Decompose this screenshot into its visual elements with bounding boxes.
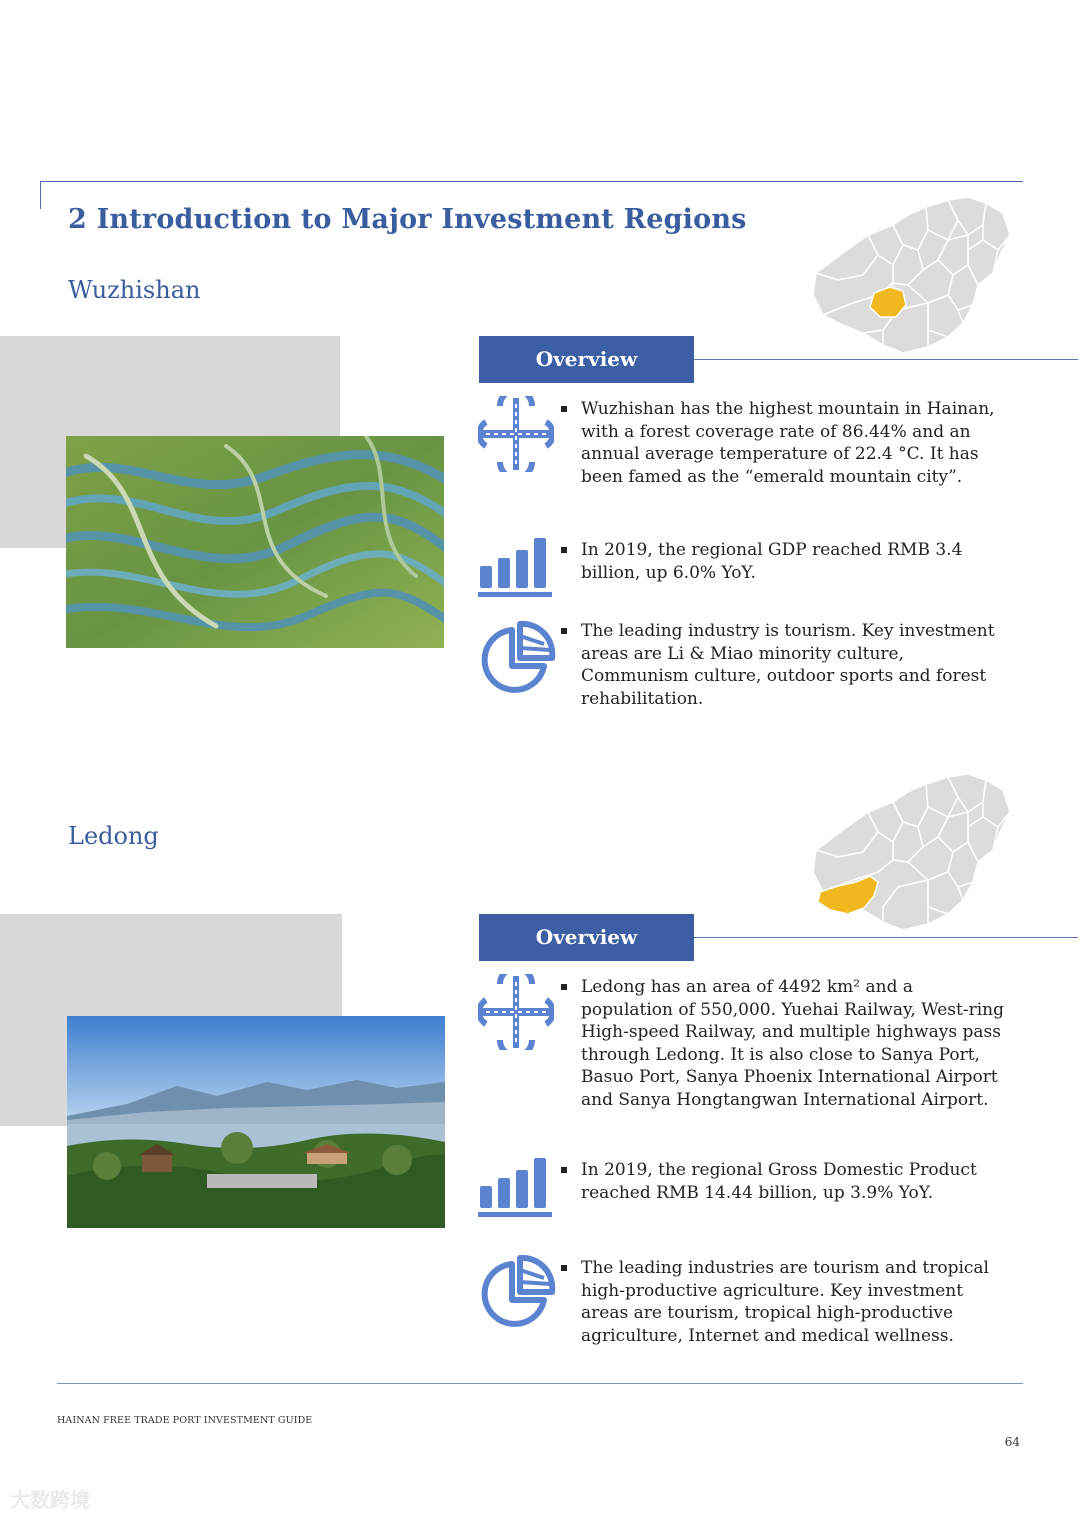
bullet-ledong-3: The leading industries are tourism and tropical high-productive agriculture. Key investment areas are tourism, tropical high-productive agriculture, Internet and medical wellness. xyxy=(559,1257,1009,1347)
header-rule-corner xyxy=(40,181,41,209)
road-network-icon xyxy=(478,396,554,472)
page-title: 2 Introduction to Major Investment Regions xyxy=(68,204,747,235)
pie-chart-icon xyxy=(478,1254,558,1334)
footer-guide-name: HAINAN FREE TRADE PORT INVESTMENT GUIDE xyxy=(57,1415,313,1426)
bullet-wuzhishan-3: The leading industry is tourism. Key investment areas are Li & Miao minority culture, Communism culture, outdoor sports and forest rehabilitation. xyxy=(559,620,1009,710)
road-network-icon xyxy=(478,974,554,1050)
hainan-map-ledong xyxy=(808,772,1013,941)
bullet-ledong-2: In 2019, the regional Gross Domestic Product reached RMB 14.44 billion, up 3.9% YoY. xyxy=(559,1159,1009,1204)
photo-lake-landscape xyxy=(67,1016,445,1228)
bullet-wuzhishan-2: In 2019, the regional GDP reached RMB 3.4 billion, up 6.0% YoY. xyxy=(559,539,1009,584)
bar-chart-icon xyxy=(478,536,554,598)
page-number: 64 xyxy=(1004,1435,1020,1449)
photo-terraced-fields xyxy=(66,436,444,648)
header-rule xyxy=(40,181,1023,182)
bullet-wuzhishan-1: Wuzhishan has the highest mountain in Hainan, with a forest coverage rate of 86.44% and an annual average temperature of 22.4 °C. It has been famed as the “emerald mountain city”. xyxy=(559,398,1009,488)
bullet-ledong-1: Ledong has an area of 4492 km² and a population of 550,000. Yuehai Railway, West-ring High-speed Railway, and multiple highways pass through Ledong. It is also close to Sanya Port, Basuo Port, Sanya Phoenix International Airport and Sanya Hongtangwan International Airport. xyxy=(559,976,1009,1111)
bar-chart-icon xyxy=(478,1156,554,1218)
footer-rule xyxy=(57,1383,1023,1384)
overview-rule-2 xyxy=(694,937,1078,938)
region-title-ledong: Ledong xyxy=(68,822,159,850)
overview-tab-wuzhishan: Overview xyxy=(479,336,694,383)
overview-tab-ledong: Overview xyxy=(479,914,694,961)
region-title-wuzhishan: Wuzhishan xyxy=(68,276,201,304)
watermark: 大数跨境 xyxy=(10,1488,90,1512)
pie-chart-icon xyxy=(478,620,558,700)
overview-rule xyxy=(694,359,1078,360)
hainan-map-wuzhishan xyxy=(808,195,1013,364)
